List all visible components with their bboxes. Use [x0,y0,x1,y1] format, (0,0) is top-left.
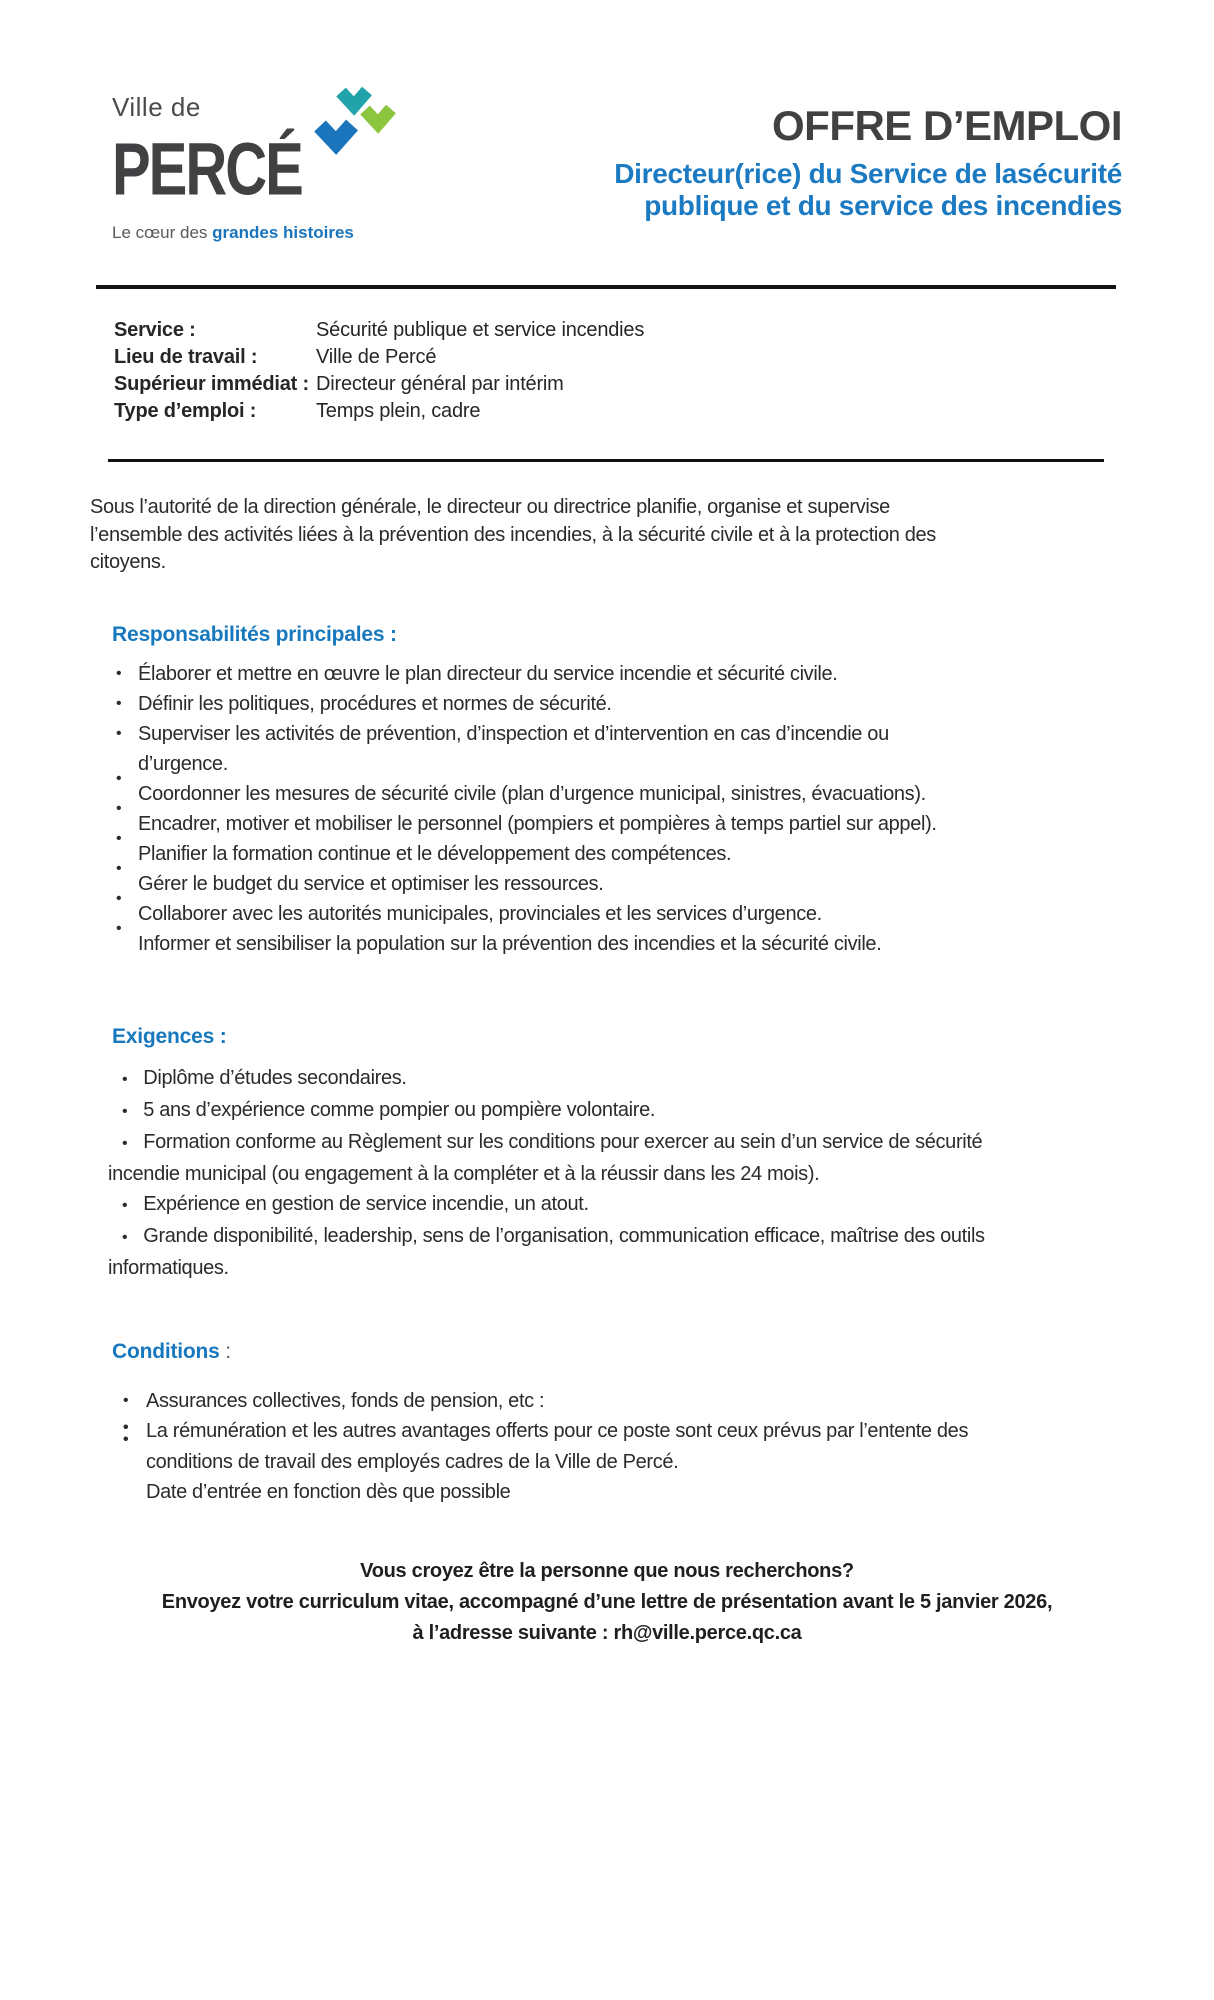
list-item [90,829,1120,869]
bullet-icon: • [116,829,122,847]
list-item [108,1221,1020,1283]
list-item-text: Informer et sensibiliser la population sur la prévention des incendies et la sécurité civile. [138,932,882,955]
footer-line2: Envoyez votre curriculum vitae, accompagné d’une lettre de présentation avant le 5 janvier 2026, [161,1590,1053,1613]
list-item-text: Date d’entrée en fonction dès que possible [146,1481,511,1503]
info-label: Service : [114,319,196,341]
list-item-text: Gérer le budget du service et optimiser les ressources. [138,872,604,895]
footer-line3-email: à l’adresse suivante : rh@ville.perce.qc.ca [412,1621,802,1644]
list-item [96,1477,1016,1508]
list-item [108,1095,1020,1127]
bullet-icon: • [116,769,122,787]
bullet-icon: • [116,919,122,937]
info-value: Sécurité publique et service incendies [316,319,645,341]
info-row-lieu [114,344,1214,371]
list-item [90,659,1120,689]
tagline-highlight: grandes histoires [212,223,354,242]
list-item [108,1127,1020,1189]
list-item [90,889,1120,929]
section-heading-colon: : [219,1339,231,1363]
bullet-icon: • [122,1102,128,1120]
bullet-icon: • [122,1070,128,1088]
header [0,0,1214,243]
job-info-table [114,317,1214,425]
list-item-text: Encadrer, motiver et mobiliser le personnel (pompiers et pompières à temps partiel sur appel). [138,812,937,835]
bullet-icon: • [122,1196,128,1214]
bullet-icon: • [123,1391,129,1409]
list-item-text: La rémunération et les autres avantages offerts pour ce poste sont ceux prévus par l’entente des conditions de travail des employés cadres de la Ville de Percé. [146,1420,969,1473]
exigences-list [108,1063,1020,1283]
bullet-icon: • [116,694,122,712]
bullet-icon: • [116,859,122,877]
logo-tagline [112,223,442,243]
list-item-text: 5 ans d’expérience comme pompier ou pompière volontaire. [143,1098,656,1121]
info-value: Ville de Percé [316,346,437,368]
job-subtitle [442,158,1122,223]
list-item [90,859,1120,899]
footer-line1: Vous croyez être la personne que nous recherchons? [360,1559,854,1582]
list-item [108,1063,1020,1095]
info-row-service [114,317,1214,344]
list-item-text: Formation conforme au Règlement sur les conditions pour exercer au sein d’un service de sécurité incendie municipal (ou engagement à la compléter et à la réussir dans les 24 mois). [108,1130,983,1185]
list-item-text: Assurances collectives, fonds de pension, etc : [146,1389,545,1412]
intro-paragraph: Sous l’autorité de la direction générale, le directeur ou directrice planifie, organise et supervise l’ensemble des activités liées à la prévention des incendies, à la sécurité civile et à la protection des citoyens. [90,496,936,573]
list-item [90,719,946,779]
list-item-text: Diplôme d’études secondaires. [143,1066,407,1089]
list-item-text: Coordonner les mesures de sécurité civile (plan d’urgence municipal, sinistres, évacuations). [138,782,926,805]
responsabilites-list [90,659,1214,959]
list-item [96,1386,1016,1417]
bullet-icon: • [122,1134,128,1152]
info-value: Temps plein, cadre [316,400,481,422]
bullet-icon: • [123,1419,129,1436]
logo-pretitle: Ville de [112,92,201,122]
bullet-icon: • [123,1431,129,1448]
section-heading-text: Conditions [112,1339,220,1363]
list-item-text: Expérience en gestion de service incendie, un atout. [143,1192,589,1215]
divider-top [96,285,1116,289]
tagline-prefix: Le cœur des [112,223,213,242]
list-item-text: Grande disponibilité, leadership, sens de l’organisation, communication efficace, maîtrise des outils informatiques. [108,1224,985,1279]
bullet-icon: • [116,664,122,682]
info-row-type [114,398,1214,425]
info-label: Lieu de travail : [114,346,258,368]
info-label: Supérieur immédiat : [114,373,309,395]
section-heading-conditions [112,1340,1214,1364]
section-heading-exigences: Exigences : [112,1024,227,1048]
title-block [442,92,1122,223]
list-item [90,919,1120,959]
info-value: Directeur général par intérim [316,373,564,395]
footer-cta [0,1556,1214,1649]
list-item-text: Planifier la formation continue et le développement des compétences. [138,842,732,865]
list-item [90,799,1120,839]
job-subtitle-line1: Directeur(rice) du Service de lasécurité [614,158,1122,189]
divider-bottom [108,459,1104,462]
section-heading-responsabilites: Responsabilités principales : [112,622,397,646]
list-item-text: Élaborer et mettre en œuvre le plan directeur du service incendie et sécurité civile. [138,662,838,685]
list-item-text: Superviser les activités de prévention, d’inspection et d’intervention en cas d’incendie ou d’urgence. [138,722,889,775]
list-item [90,769,1120,809]
job-subtitle-line2: publique et du service des incendies [644,190,1122,222]
bullet-icon: • [122,1228,128,1246]
conditions-list [96,1386,1214,1508]
page-title: OFFRE D’EMPLOI [772,102,1122,149]
info-row-superieur [114,371,1214,398]
list-item-text: Collaborer avec les autorités municipales, provinciales et les services d’urgence. [138,902,822,925]
list-item [90,689,1120,719]
logo-wordmark: PERCÉ [112,127,302,212]
info-label: Type d’emploi : [114,400,257,422]
bullet-icon: • [116,799,122,817]
bullet-icon: • [116,724,122,742]
list-item [108,1189,1020,1221]
ville-de-perce-logo [112,92,442,243]
list-item-text: Définir les politiques, procédures et normes de sécurité. [138,692,612,715]
list-item [96,1416,1016,1477]
bullet-icon: • [116,889,122,907]
